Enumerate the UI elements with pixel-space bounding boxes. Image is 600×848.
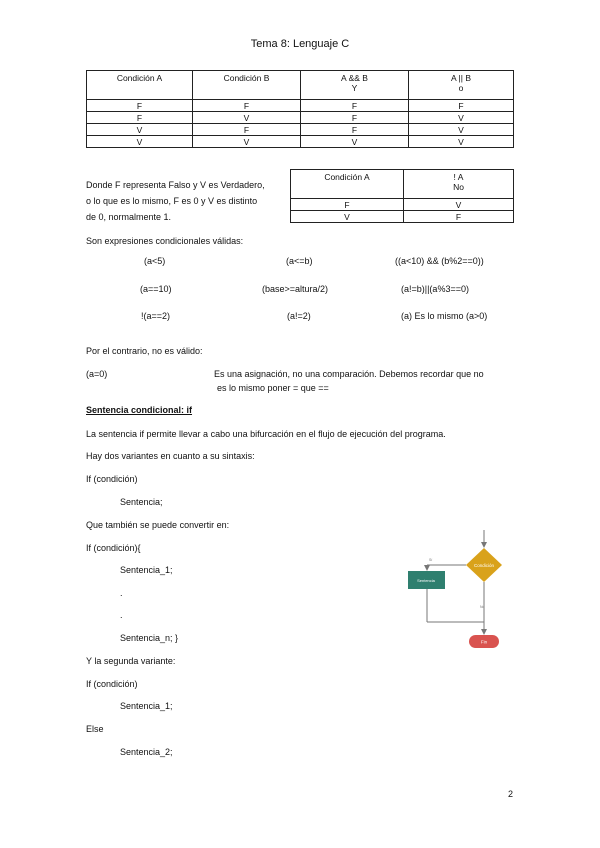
table-row: V F: [291, 211, 514, 223]
code-line: Sentencia_2;: [120, 747, 173, 757]
code-line: Sentencia_1;: [120, 565, 173, 575]
code-line: .: [120, 588, 123, 598]
header-cond-b: Condición B: [193, 71, 301, 100]
invalid-title: Por el contrario, no es válido:: [86, 346, 203, 356]
valid-title: Son expresiones condicionales válidas:: [86, 236, 244, 246]
page-number: 2: [508, 789, 514, 799]
expression: (a) Es lo mismo (a>0): [401, 311, 488, 321]
code-line: .: [120, 610, 123, 620]
page-title: Tema 8: Lenguaje C: [250, 38, 350, 50]
flowchart: [403, 530, 543, 655]
no-label: No: [480, 605, 485, 609]
header-cond-a: Condición A: [291, 170, 404, 199]
table-row: F V F V: [87, 112, 514, 124]
code-line: If (condición){: [86, 543, 141, 553]
paragraph: Y la segunda variante:: [86, 656, 176, 666]
expression: (base>=altura/2): [262, 284, 329, 294]
expression: (a!=2): [287, 311, 311, 321]
not-table: [290, 169, 514, 223]
expression: (a<5): [144, 256, 166, 266]
invalid-expression: (a=0): [86, 369, 108, 379]
expression: ((a<10) && (b%2==0)): [395, 256, 484, 266]
description-line: Donde F representa Falso y V es Verdadero,: [86, 180, 265, 190]
header-and: A && B Y: [301, 71, 409, 100]
code-line: Sentencia_n; }: [120, 633, 179, 643]
paragraph: Hay dos variantes en cuanto a su sintaxis:: [86, 451, 255, 461]
paragraph: Que también se puede convertir en:: [86, 520, 230, 530]
table-row: V V V V: [87, 136, 514, 148]
process-label: Sentencia: [417, 578, 435, 583]
section-title: Sentencia condicional: if: [86, 405, 193, 415]
table-row: F F F F: [87, 100, 514, 112]
yes-label: Sí: [429, 558, 433, 562]
invalid-note: es lo mismo poner = que ==: [217, 383, 329, 393]
expression: (a<=b): [286, 256, 313, 266]
code-line: Sentencia_1;: [120, 701, 173, 711]
code-line: If (condición): [86, 474, 138, 484]
header-not: ! A No: [404, 170, 514, 199]
expression: !(a==2): [141, 311, 171, 321]
code-line: If (condición): [86, 679, 138, 689]
code-line: Else: [86, 724, 104, 734]
expression: (a!=b)||(a%3==0): [401, 284, 469, 294]
table-row: F V: [291, 199, 514, 211]
end-label: Fin: [480, 639, 488, 645]
truth-table: [86, 70, 514, 148]
code-line: Sentencia;: [120, 497, 163, 507]
decision-label: Condición: [473, 563, 495, 568]
paragraph: La sentencia if permite llevar a cabo una bifurcación en el flujo de ejecución del programa.: [86, 429, 446, 439]
description-line: de 0, normalmente 1.: [86, 212, 172, 222]
expression: (a==10): [140, 284, 172, 294]
header-cond-a: Condición A: [87, 71, 193, 100]
invalid-note: Es una asignación, no una comparación. Debemos recordar que no: [214, 369, 484, 379]
description-line: o lo que es lo mismo, F es 0 y V es distinto: [86, 196, 258, 206]
header-or: A || B o: [409, 71, 514, 100]
table-row: V F F V: [87, 124, 514, 136]
